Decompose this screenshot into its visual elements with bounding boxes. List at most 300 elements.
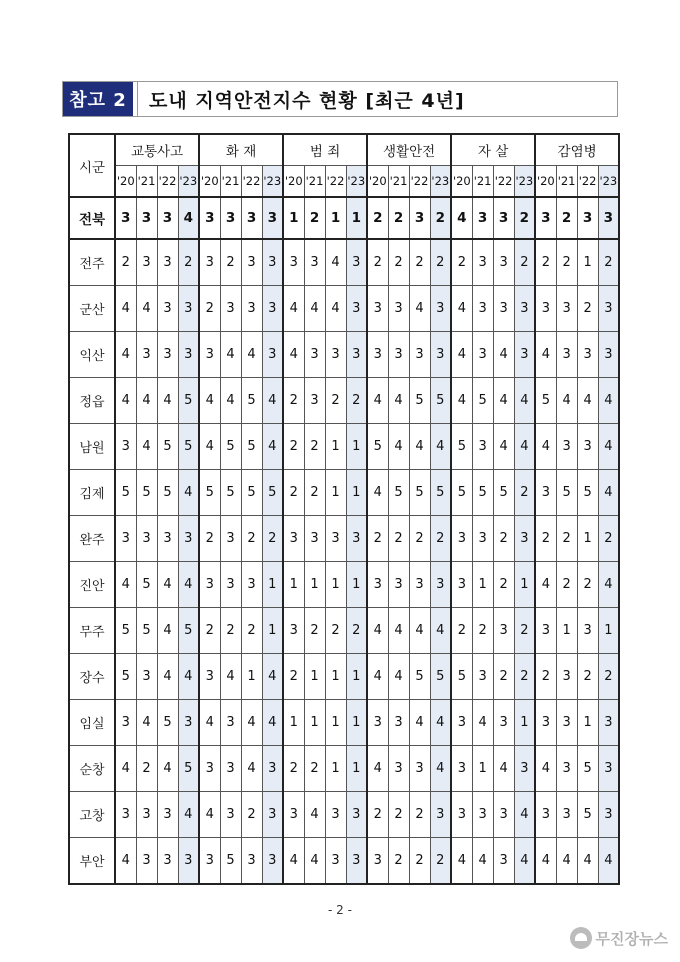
index-cell: 2 [577, 286, 598, 332]
index-cell: 4 [409, 286, 430, 332]
index-cell: 4 [157, 654, 178, 700]
index-cell: 4 [598, 838, 619, 885]
index-cell: 3 [346, 332, 367, 378]
region-name: 임실 [69, 700, 115, 746]
index-cell: 3 [535, 608, 556, 654]
index-cell: 4 [115, 746, 136, 792]
index-cell: 1 [577, 239, 598, 286]
index-cell: 4 [304, 838, 325, 885]
index-cell: 3 [346, 516, 367, 562]
index-cell: 4 [598, 470, 619, 516]
header-year: '20 [535, 166, 556, 198]
index-cell: 2 [241, 608, 262, 654]
index-cell: 2 [409, 516, 430, 562]
index-cell: 3 [199, 838, 220, 885]
index-cell: 5 [409, 654, 430, 700]
index-cell: 3 [451, 792, 472, 838]
index-cell: 3 [472, 332, 493, 378]
index-cell: 3 [514, 516, 535, 562]
header-group: 자 살 [451, 134, 535, 166]
index-cell: 3 [430, 286, 451, 332]
index-cell: 4 [367, 746, 388, 792]
index-cell: 3 [598, 700, 619, 746]
index-cell: 4 [115, 838, 136, 885]
index-cell: 4 [451, 838, 472, 885]
index-cell: 3 [451, 700, 472, 746]
header-year: '21 [472, 166, 493, 198]
header-year: '22 [577, 166, 598, 198]
index-cell: 4 [157, 378, 178, 424]
index-cell: 4 [409, 608, 430, 654]
index-cell: 3 [136, 332, 157, 378]
index-cell: 2 [241, 516, 262, 562]
page-title: 도내 지역안전지수 현황 [최근 4년] [149, 89, 465, 112]
index-cell: 5 [535, 378, 556, 424]
index-cell: 2 [283, 378, 304, 424]
index-cell: 3 [241, 562, 262, 608]
index-cell: 2 [199, 286, 220, 332]
index-cell: 4 [262, 700, 283, 746]
index-cell: 1 [262, 608, 283, 654]
index-cell: 2 [556, 197, 577, 239]
index-cell: 3 [115, 700, 136, 746]
index-cell: 3 [220, 700, 241, 746]
table-row [69, 746, 619, 792]
index-cell: 3 [451, 562, 472, 608]
index-cell: 1 [577, 700, 598, 746]
table-row [69, 378, 619, 424]
header-year: '21 [304, 166, 325, 198]
index-cell: 4 [304, 286, 325, 332]
index-cell: 5 [451, 654, 472, 700]
index-cell: 4 [598, 562, 619, 608]
summary-row [69, 197, 619, 239]
index-cell: 2 [514, 654, 535, 700]
index-cell: 3 [157, 239, 178, 286]
header-year: '20 [115, 166, 136, 198]
index-cell: 4 [136, 378, 157, 424]
index-cell: 3 [535, 470, 556, 516]
index-cell: 4 [367, 378, 388, 424]
index-cell: 3 [388, 286, 409, 332]
index-cell: 3 [115, 792, 136, 838]
index-cell: 3 [262, 286, 283, 332]
table-row [69, 654, 619, 700]
index-cell: 2 [577, 654, 598, 700]
index-cell: 5 [178, 378, 199, 424]
index-cell: 4 [514, 792, 535, 838]
index-cell: 3 [472, 654, 493, 700]
index-cell: 2 [430, 838, 451, 885]
index-cell: 3 [472, 197, 493, 239]
index-cell: 3 [598, 197, 619, 239]
index-cell: 3 [136, 239, 157, 286]
index-cell: 1 [346, 700, 367, 746]
region-name: 순창 [69, 746, 115, 792]
index-cell: 2 [241, 792, 262, 838]
index-cell: 3 [136, 654, 157, 700]
index-cell: 4 [577, 378, 598, 424]
index-cell: 3 [388, 562, 409, 608]
index-cell: 5 [115, 470, 136, 516]
index-cell: 3 [283, 608, 304, 654]
index-cell: 2 [430, 239, 451, 286]
index-cell: 3 [199, 562, 220, 608]
index-cell: 4 [199, 700, 220, 746]
index-cell: 4 [199, 792, 220, 838]
index-cell: 5 [367, 424, 388, 470]
index-cell: 4 [535, 332, 556, 378]
index-cell: 4 [493, 746, 514, 792]
index-cell: 4 [493, 424, 514, 470]
index-cell: 2 [388, 838, 409, 885]
index-cell: 1 [325, 197, 346, 239]
index-cell: 4 [136, 286, 157, 332]
header-year: '20 [367, 166, 388, 198]
index-cell: 3 [514, 286, 535, 332]
index-cell: 4 [262, 654, 283, 700]
index-cell: 1 [556, 608, 577, 654]
index-cell: 4 [241, 746, 262, 792]
index-cell: 3 [136, 792, 157, 838]
table-row [69, 700, 619, 746]
header-year: '23 [430, 166, 451, 198]
watermark [528, 924, 668, 952]
index-cell: 1 [304, 562, 325, 608]
index-cell: 3 [241, 838, 262, 885]
index-cell: 3 [220, 792, 241, 838]
index-cell: 1 [346, 470, 367, 516]
index-cell: 3 [346, 838, 367, 885]
index-cell: 5 [262, 470, 283, 516]
index-cell: 3 [409, 562, 430, 608]
table-row [69, 286, 619, 332]
index-cell: 3 [346, 286, 367, 332]
index-cell: 4 [220, 332, 241, 378]
index-cell: 4 [178, 562, 199, 608]
index-cell: 3 [472, 239, 493, 286]
index-cell: 4 [178, 792, 199, 838]
index-cell: 3 [304, 378, 325, 424]
index-cell: 3 [220, 516, 241, 562]
index-cell: 3 [157, 332, 178, 378]
index-cell: 3 [493, 239, 514, 286]
index-cell: 2 [199, 608, 220, 654]
index-cell: 3 [220, 746, 241, 792]
index-cell: 2 [493, 516, 514, 562]
header-year: '22 [325, 166, 346, 198]
index-cell: 1 [325, 700, 346, 746]
index-cell: 3 [367, 332, 388, 378]
index-cell: 4 [598, 424, 619, 470]
index-cell: 3 [199, 746, 220, 792]
index-cell: 3 [199, 654, 220, 700]
index-cell: 3 [430, 792, 451, 838]
index-cell: 4 [115, 562, 136, 608]
index-cell: 1 [304, 700, 325, 746]
index-cell: 4 [388, 654, 409, 700]
index-cell: 3 [388, 746, 409, 792]
index-cell: 4 [577, 838, 598, 885]
region-name: 익산 [69, 332, 115, 378]
index-cell: 2 [430, 197, 451, 239]
index-cell: 5 [556, 470, 577, 516]
news-logo-icon [570, 927, 592, 949]
index-cell: 5 [136, 470, 157, 516]
index-cell: 4 [451, 332, 472, 378]
index-cell: 2 [535, 239, 556, 286]
index-cell: 2 [598, 239, 619, 286]
index-cell: 4 [157, 562, 178, 608]
index-cell: 2 [220, 608, 241, 654]
index-cell: 3 [367, 838, 388, 885]
index-cell: 3 [241, 239, 262, 286]
header-year: '20 [451, 166, 472, 198]
index-cell: 4 [367, 654, 388, 700]
index-cell: 3 [199, 197, 220, 239]
index-cell: 2 [115, 239, 136, 286]
index-cell: 4 [241, 332, 262, 378]
index-cell: 3 [577, 332, 598, 378]
index-cell: 4 [472, 838, 493, 885]
index-cell: 3 [451, 516, 472, 562]
index-cell: 5 [157, 470, 178, 516]
header-group: 화 재 [199, 134, 283, 166]
index-cell: 3 [136, 838, 157, 885]
index-cell: 4 [115, 332, 136, 378]
table-row [69, 608, 619, 654]
index-cell: 5 [115, 654, 136, 700]
index-cell: 4 [451, 378, 472, 424]
index-cell: 2 [367, 516, 388, 562]
index-cell: 2 [535, 654, 556, 700]
table-row [69, 332, 619, 378]
index-cell: 3 [388, 332, 409, 378]
index-cell: 3 [367, 562, 388, 608]
index-cell: 5 [493, 470, 514, 516]
index-cell: 2 [178, 239, 199, 286]
index-cell: 3 [157, 792, 178, 838]
index-cell: 1 [304, 654, 325, 700]
index-cell: 2 [535, 516, 556, 562]
index-cell: 3 [304, 239, 325, 286]
index-cell: 3 [346, 792, 367, 838]
index-cell: 2 [283, 746, 304, 792]
table-row [69, 424, 619, 470]
index-cell: 4 [178, 197, 199, 239]
header-year: '22 [157, 166, 178, 198]
index-cell: 4 [136, 424, 157, 470]
index-cell: 2 [304, 470, 325, 516]
index-cell: 3 [598, 286, 619, 332]
index-cell: 4 [241, 700, 262, 746]
header-group: 교통사고 [115, 134, 199, 166]
index-cell: 3 [556, 792, 577, 838]
index-cell: 4 [388, 378, 409, 424]
index-cell: 3 [556, 286, 577, 332]
index-cell: 5 [430, 654, 451, 700]
index-cell: 2 [493, 562, 514, 608]
region-name: 무주 [69, 608, 115, 654]
region-name: 전북 [69, 197, 115, 239]
index-cell: 4 [388, 424, 409, 470]
index-cell: 1 [472, 746, 493, 792]
index-cell: 3 [598, 746, 619, 792]
index-cell: 5 [241, 378, 262, 424]
index-cell: 1 [325, 562, 346, 608]
index-cell: 3 [325, 792, 346, 838]
index-cell: 2 [598, 516, 619, 562]
index-cell: 3 [493, 838, 514, 885]
index-cell: 1 [325, 470, 346, 516]
index-cell: 2 [514, 470, 535, 516]
header-group: 감염병 [535, 134, 619, 166]
index-cell: 5 [577, 746, 598, 792]
index-cell: 4 [220, 378, 241, 424]
page-number: - 2 - [328, 903, 352, 917]
index-cell: 1 [514, 562, 535, 608]
index-cell: 4 [367, 470, 388, 516]
header-year: '23 [178, 166, 199, 198]
index-cell: 2 [556, 516, 577, 562]
index-cell: 5 [241, 470, 262, 516]
index-cell: 3 [178, 286, 199, 332]
index-cell: 2 [220, 239, 241, 286]
index-cell: 2 [451, 239, 472, 286]
index-cell: 3 [115, 516, 136, 562]
index-cell: 1 [283, 197, 304, 239]
index-cell: 2 [556, 562, 577, 608]
title-bar [62, 81, 618, 117]
index-cell: 2 [304, 746, 325, 792]
index-cell: 4 [493, 378, 514, 424]
index-cell: 4 [514, 424, 535, 470]
index-cell: 3 [472, 424, 493, 470]
index-cell: 3 [283, 239, 304, 286]
index-cell: 5 [136, 562, 157, 608]
table-row [69, 239, 619, 286]
index-cell: 4 [451, 286, 472, 332]
header-group: 생활안전 [367, 134, 451, 166]
index-cell: 3 [556, 746, 577, 792]
index-cell: 3 [409, 746, 430, 792]
header-year: '22 [493, 166, 514, 198]
index-cell: 4 [535, 424, 556, 470]
region-name: 진안 [69, 562, 115, 608]
index-cell: 4 [430, 700, 451, 746]
index-cell: 5 [451, 470, 472, 516]
index-cell: 1 [346, 562, 367, 608]
index-cell: 4 [430, 746, 451, 792]
header-year: '21 [220, 166, 241, 198]
region-name: 군산 [69, 286, 115, 332]
index-cell: 2 [598, 654, 619, 700]
header-year: '21 [388, 166, 409, 198]
index-cell: 2 [325, 608, 346, 654]
index-cell: 3 [178, 516, 199, 562]
index-cell: 3 [493, 700, 514, 746]
index-cell: 4 [535, 562, 556, 608]
index-cell: 2 [304, 608, 325, 654]
index-cell: 2 [430, 516, 451, 562]
table-row [69, 562, 619, 608]
index-cell: 3 [346, 239, 367, 286]
index-cell: 3 [199, 239, 220, 286]
region-name: 고창 [69, 792, 115, 838]
index-cell: 3 [325, 516, 346, 562]
index-cell: 4 [409, 424, 430, 470]
index-cell: 2 [556, 239, 577, 286]
index-cell: 3 [430, 562, 451, 608]
index-cell: 3 [304, 516, 325, 562]
table-row [69, 516, 619, 562]
index-cell: 3 [430, 332, 451, 378]
index-cell: 2 [388, 239, 409, 286]
index-cell: 5 [220, 470, 241, 516]
index-cell: 5 [388, 470, 409, 516]
index-cell: 3 [262, 838, 283, 885]
table-row [69, 838, 619, 885]
index-cell: 4 [178, 470, 199, 516]
index-cell: 4 [430, 424, 451, 470]
index-cell: 3 [556, 654, 577, 700]
index-cell: 3 [472, 792, 493, 838]
index-cell: 3 [157, 197, 178, 239]
index-cell: 2 [325, 378, 346, 424]
index-cell: 2 [283, 654, 304, 700]
index-cell: 2 [409, 838, 430, 885]
index-cell: 3 [262, 746, 283, 792]
index-cell: 1 [346, 424, 367, 470]
index-cell: 4 [409, 700, 430, 746]
index-cell: 2 [514, 197, 535, 239]
index-cell: 3 [598, 792, 619, 838]
index-cell: 2 [367, 792, 388, 838]
index-cell: 1 [514, 700, 535, 746]
index-cell: 5 [178, 424, 199, 470]
index-cell: 2 [136, 746, 157, 792]
index-cell: 1 [346, 197, 367, 239]
index-cell: 4 [157, 746, 178, 792]
index-cell: 3 [283, 792, 304, 838]
header-year: '21 [556, 166, 577, 198]
index-cell: 1 [325, 424, 346, 470]
index-cell: 5 [241, 424, 262, 470]
index-cell: 5 [577, 792, 598, 838]
index-cell: 3 [157, 516, 178, 562]
header-year: '23 [346, 166, 367, 198]
index-cell: 4 [388, 608, 409, 654]
index-cell: 3 [577, 424, 598, 470]
index-cell: 4 [178, 654, 199, 700]
index-cell: 5 [220, 838, 241, 885]
index-cell: 1 [325, 746, 346, 792]
header-year: '22 [241, 166, 262, 198]
index-cell: 5 [220, 424, 241, 470]
header-sigun: 시군 [69, 134, 115, 197]
index-cell: 3 [493, 197, 514, 239]
index-cell: 2 [367, 197, 388, 239]
safety-index-table [68, 133, 620, 885]
index-cell: 3 [577, 197, 598, 239]
index-cell: 4 [304, 792, 325, 838]
index-cell: 5 [430, 378, 451, 424]
index-cell: 3 [325, 838, 346, 885]
index-cell: 4 [535, 838, 556, 885]
region-name: 전주 [69, 239, 115, 286]
index-cell: 4 [199, 424, 220, 470]
index-cell: 2 [388, 792, 409, 838]
